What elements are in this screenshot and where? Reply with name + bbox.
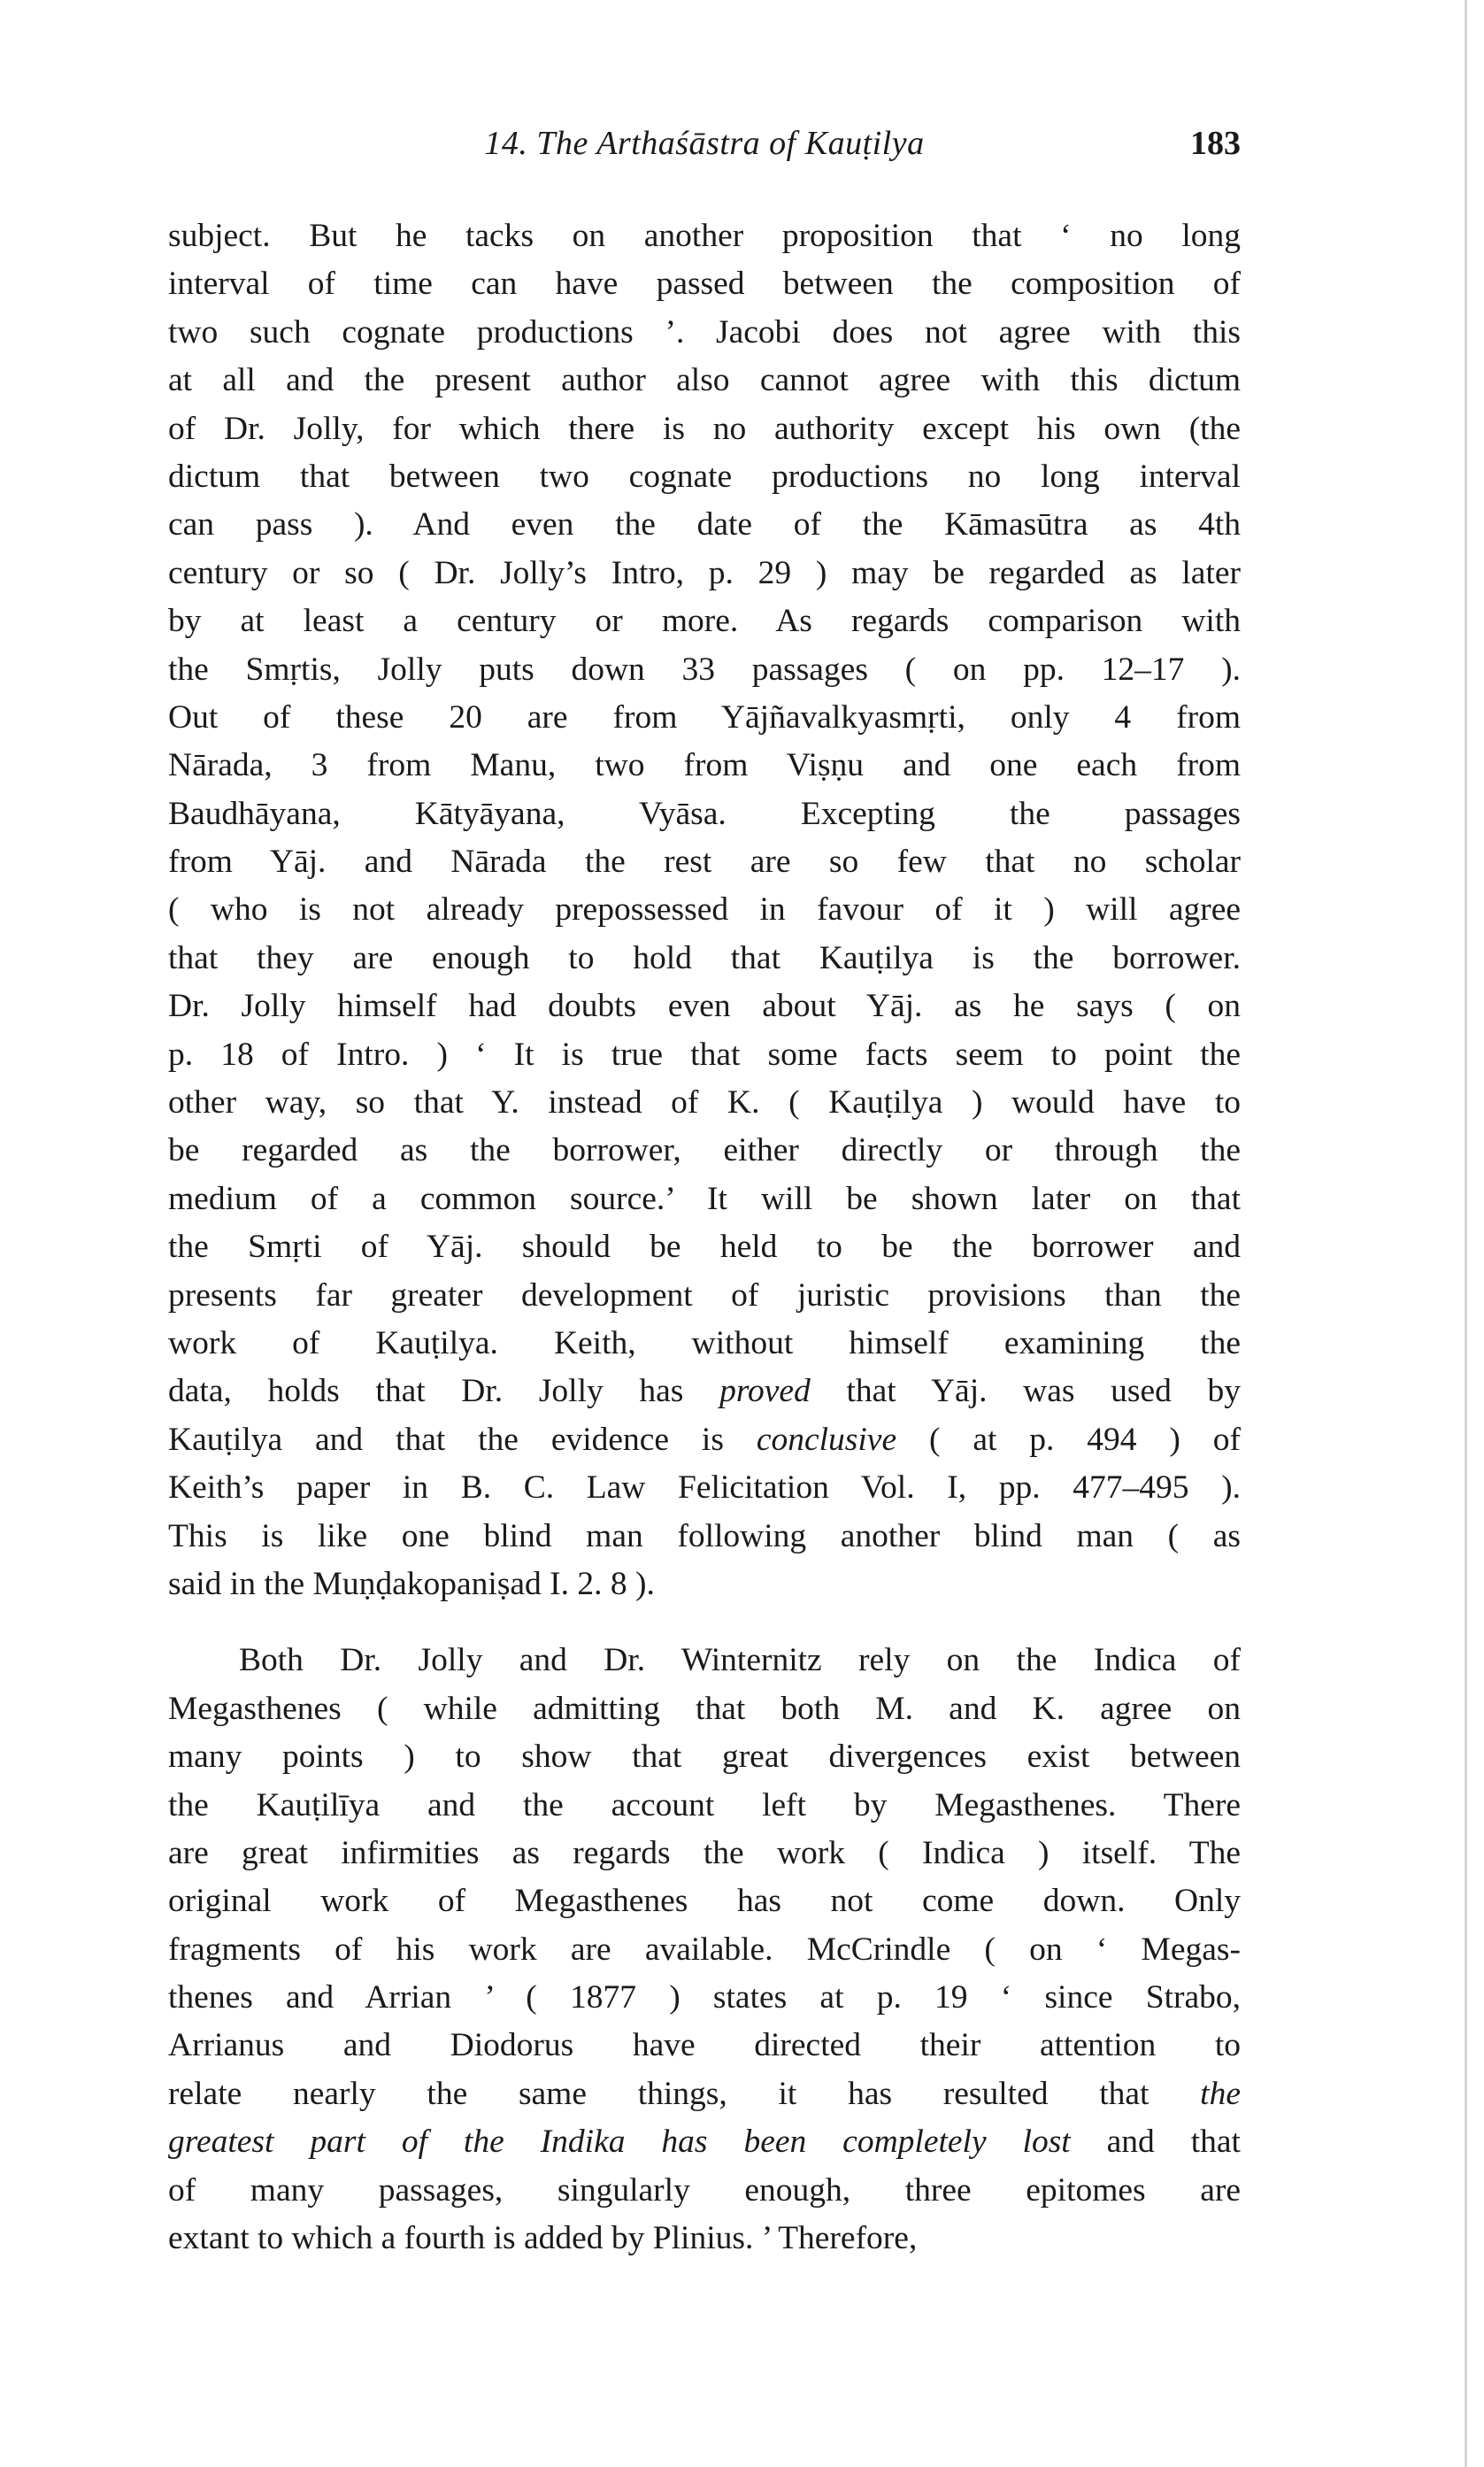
- text-line: Arrianus and Diodorus have directed their attention to: [168, 2027, 1241, 2064]
- paragraph: [168, 1637, 1241, 2263]
- text-line: This is like one blind man following another blind man ( as: [168, 1517, 1241, 1554]
- text-line: by at least a century or more. As regards comparison with: [168, 603, 1241, 640]
- text-line: [168, 2118, 1241, 2166]
- text-segment: Kauṭilya and that the evidence is: [168, 1421, 757, 1458]
- text-segment: that Yāj. was used by: [810, 1373, 1241, 1410]
- italic-text: greatest part of the Indika has been completely lost: [168, 2124, 1071, 2161]
- text-line: Nārada, 3 from Manu, two from Viṣṇu and one each from: [168, 747, 1241, 784]
- text-line: the Kauṭilīya and the account left by Megasthenes. There: [168, 1786, 1241, 1823]
- text-line: work of Kauṭilya. Keith, without himself examining the: [168, 1324, 1241, 1361]
- text-line: dictum that between two cognate productions no long interval: [168, 458, 1241, 495]
- text-line: Dr. Jolly himself had doubts even about Yāj. as he says ( on: [168, 988, 1241, 1025]
- text-line: medium of a common source.’ It will be shown later on that: [168, 1180, 1241, 1217]
- text-line: said in the Muṇḍakopaniṣad I. 2. 8 ).: [168, 1565, 655, 1602]
- text-line: two such cognate productions ’. Jacobi does not agree with this: [168, 313, 1241, 351]
- text-line: p. 18 of Intro. ) ‘ It is true that some facts seem to point the: [168, 1036, 1241, 1073]
- text-line: extant to which a fourth is added by Plinius. ’ Therefore,: [168, 2220, 918, 2257]
- text-line: interval of time can have passed between the composition of: [168, 266, 1241, 303]
- text-line: of many passages, singularly enough, three epitomes are: [168, 2171, 1241, 2209]
- body-text: [168, 212, 1241, 2263]
- text-line: [168, 1416, 1241, 1464]
- text-line: thenes and Arrian ’ ( 1877 ) states at p. 19 ‘ since Strabo,: [168, 1979, 1241, 2016]
- italic-text: proved: [719, 1373, 811, 1410]
- text-line: the Smṛtis, Jolly puts down 33 passages ( on pp. 12–17 ).: [168, 651, 1241, 688]
- italic-text: the: [1200, 2075, 1241, 2112]
- paragraph: [168, 212, 1241, 1608]
- text-line: many points ) to show that great divergences exist between: [168, 1738, 1241, 1776]
- text-segment: data, holds that Dr. Jolly has: [168, 1373, 720, 1410]
- text-line: the Smṛti of Yāj. should be held to be the borrower and: [168, 1229, 1241, 1266]
- italic-text: conclusive: [756, 1421, 897, 1458]
- text-line: original work of Megasthenes has not come down. Only: [168, 1883, 1241, 1920]
- text-line: Both Dr. Jolly and Dr. Winternitz rely on the Indica of: [239, 1642, 1241, 1679]
- text-line: that they are enough to hold that Kauṭilya is the borrower.: [168, 939, 1241, 976]
- text-line: presents far greater development of juristic provisions than the: [168, 1276, 1241, 1314]
- text-line: can pass ). And even the date of the Kāmasūtra as 4th: [168, 506, 1241, 544]
- page-number: 183: [1190, 125, 1241, 162]
- running-head: 14. The Arthaśāstra of Kauṭilya: [484, 125, 925, 162]
- text-line: are great infirmities as regards the work ( Indica ) itself. The: [168, 1834, 1241, 1871]
- text-line: be regarded as the borrower, either directly or through the: [168, 1132, 1241, 1169]
- text-line: Megasthenes ( while admitting that both M. and K. agree on: [168, 1690, 1241, 1727]
- page-header: [168, 124, 1241, 177]
- text-line: of Dr. Jolly, for which there is no authority except his own (the: [168, 410, 1241, 447]
- text-line: from Yāj. and Nārada the rest are so few that no scholar: [168, 844, 1241, 881]
- text-line: [168, 1368, 1241, 1415]
- paragraph-gap: [168, 1608, 1241, 1637]
- text-line: other way, so that Y. instead of K. ( Kauṭilya ) would have to: [168, 1084, 1241, 1122]
- text-line: [168, 2070, 1241, 2118]
- text-line: fragments of his work are available. McCrindle ( on ‘ Megas-: [168, 1931, 1241, 1968]
- page-edge-shadow: [1465, 0, 1467, 2467]
- text-line: at all and the present author also cannot agree with this dictum: [168, 362, 1241, 399]
- text-segment: and that: [1070, 2124, 1241, 2161]
- text-segment: ( at p. 494 ) of: [896, 1421, 1241, 1458]
- text-line: century or so ( Dr. Jolly’s Intro, p. 29 ) may be regarded as later: [168, 554, 1241, 591]
- text-line: subject. But he tacks on another proposition that ‘ no long: [168, 218, 1241, 254]
- text-line: ( who is not already prepossessed in favour of it ) will agree: [168, 891, 1241, 929]
- text-segment: relate nearly the same things, it has resulted that: [168, 2075, 1201, 2112]
- text-line: Out of these 20 are from Yājñavalkyasmṛti, only 4 from: [168, 698, 1241, 736]
- text-line: Baudhāyana, Kātyāyana, Vyāsa. Excepting the passages: [168, 795, 1241, 832]
- text-line: Keith’s paper in B. C. Law Felicitation Vol. I, pp. 477–495 ).: [168, 1469, 1241, 1507]
